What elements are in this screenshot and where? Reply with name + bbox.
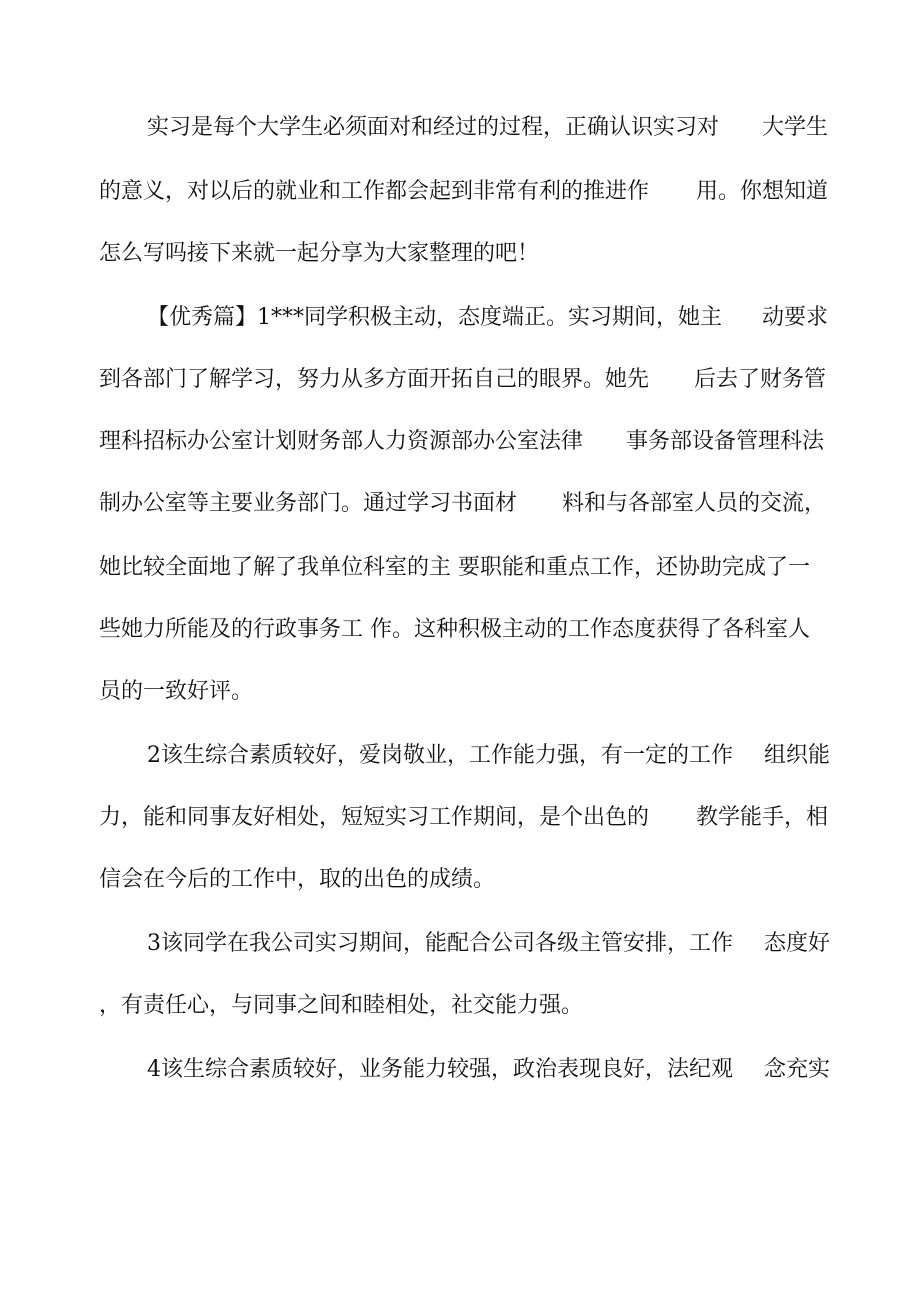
text-segment: 员的一致好评。 bbox=[99, 679, 254, 704]
text-segment: 理科招标办公室计划财务部人力资源部办公室法律 bbox=[99, 429, 584, 454]
text-segment: 2该生综合素质较好，爱岗敬业，工作能力强，有一定的工作 bbox=[147, 743, 733, 768]
paragraph-4-line-2 bbox=[0, 986, 920, 1026]
paragraph-2-line-3 bbox=[0, 422, 920, 462]
text-segment: 4该生综合素质较好，业务能力较强，政治表现良好，法纪观 bbox=[147, 1057, 733, 1082]
text-segment: 组织能 bbox=[764, 743, 831, 768]
text-segment: 用。你想知道 bbox=[696, 179, 829, 204]
text-segment: 些她力所能及的行政事务工 作。这种积极主动的工作态度获得了各科室人 bbox=[99, 617, 810, 642]
text-segment: 信会在今后的工作中，取的出色的成绩。 bbox=[99, 867, 496, 892]
text-segment: 事务部设备管理科法 bbox=[626, 429, 825, 454]
text-segment: 3该同学在我公司实习期间，能配合公司各级主管安排，工作 bbox=[147, 931, 733, 956]
paragraph-2-line-6 bbox=[0, 610, 920, 650]
paragraph-1-line-3 bbox=[0, 234, 920, 274]
text-segment: 动要求 bbox=[762, 305, 829, 330]
paragraph-2-line-7 bbox=[0, 672, 920, 712]
paragraph-2-line-1 bbox=[0, 298, 920, 338]
paragraph-4-line-1 bbox=[0, 924, 920, 964]
text-segment: 力，能和同事友好相处，短短实习工作期间，是个出色的 bbox=[99, 805, 650, 830]
text-segment: 到各部门了解学习，努力从多方面开拓自己的眼界。她先 bbox=[99, 367, 650, 392]
text-segment: 制办公室等主要业务部门。通过学习书面材 bbox=[99, 491, 518, 516]
text-segment: 怎么写吗接下来就一起分享为大家整理的吧！ bbox=[99, 241, 540, 266]
text-segment: 后去了财务管 bbox=[694, 367, 827, 392]
text-segment: 大学生 bbox=[762, 115, 829, 140]
paragraph-1-line-1 bbox=[0, 108, 920, 148]
text-segment: 实习是每个大学生必须面对和经过的过程，正确认识实习对 bbox=[147, 115, 720, 140]
paragraph-2-line-4 bbox=[0, 484, 920, 524]
paragraph-2-line-5 bbox=[0, 548, 920, 588]
text-segment: 的意义，对以后的就业和工作都会起到非常有利的推进作 bbox=[99, 179, 650, 204]
text-segment: 【优秀篇】1***同学积极主动，态度端正。实习期间，她主 bbox=[147, 305, 722, 330]
paragraph-5-line-1 bbox=[0, 1050, 920, 1090]
text-segment: 念充实 bbox=[764, 1057, 831, 1082]
text-segment: 教学能手，相 bbox=[696, 805, 829, 830]
paragraph-1-line-2 bbox=[0, 172, 920, 212]
paragraph-3-line-2 bbox=[0, 798, 920, 838]
text-segment: 她比较全面地了解了我单位科室的主 要职能和重点工作，还协助完成了一 bbox=[99, 555, 810, 580]
text-segment: 态度好 bbox=[764, 931, 831, 956]
paragraph-2-line-2 bbox=[0, 360, 920, 400]
text-segment: ，有责任心，与同事之间和睦相处，社交能力强。 bbox=[99, 993, 584, 1018]
paragraph-3-line-3 bbox=[0, 860, 920, 900]
text-segment: 料和与各部室人员的交流， bbox=[562, 491, 827, 516]
paragraph-3-line-1 bbox=[0, 736, 920, 776]
